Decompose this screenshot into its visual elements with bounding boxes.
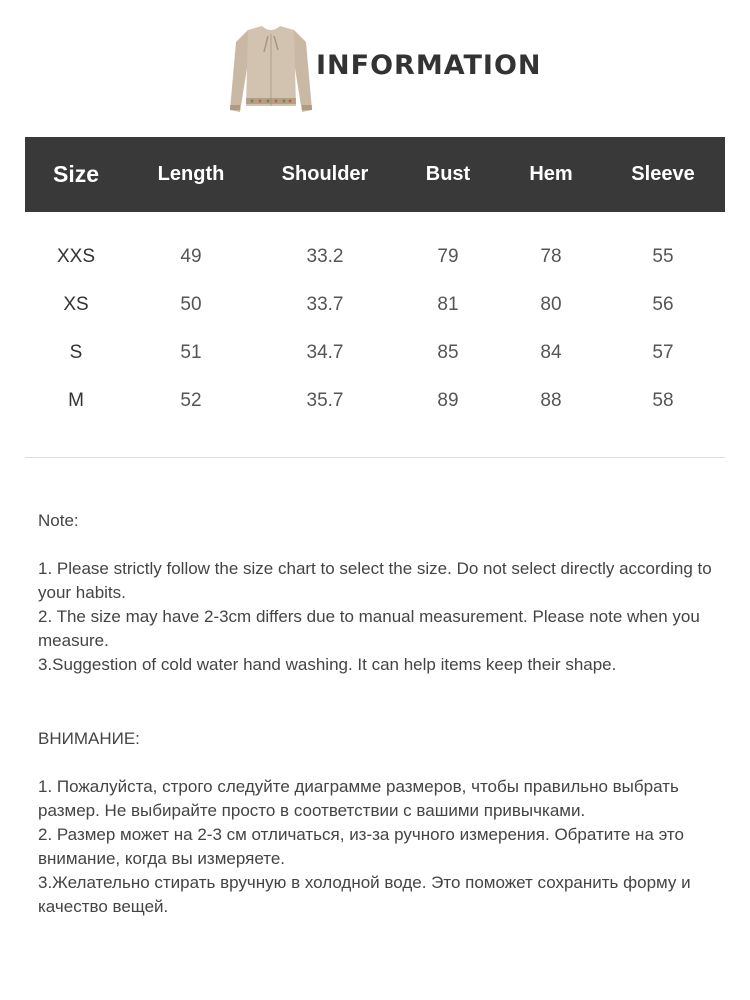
table-row (25, 329, 725, 377)
note-item: 3.Suggestion of cold water hand washing. It can help items keep their shape. (38, 655, 617, 674)
sleeve-cell: 57 (652, 342, 674, 363)
hem-cell: 78 (540, 246, 562, 267)
sleeve-cell: 58 (652, 390, 674, 411)
hem-cell: 80 (540, 294, 562, 315)
column-header-shoulder: Shoulder (281, 163, 369, 185)
size-cell: XS (63, 294, 89, 315)
shoulder-cell: 35.7 (306, 390, 344, 411)
hem-cell: 88 (540, 390, 562, 411)
note-item: 2. Размер может на 2-3 см отличаться, из-за ручного измерения. Обратите на это внимание, когда вы измеряете. (38, 825, 684, 868)
table-row (25, 377, 725, 425)
shoulder-cell: 34.7 (306, 342, 344, 363)
sleeve-cell: 55 (652, 246, 674, 267)
column-header-length: Length (157, 163, 225, 185)
column-header-bust: Bust (425, 163, 471, 185)
length-cell: 51 (180, 342, 202, 363)
bust-cell: 81 (437, 294, 459, 315)
length-cell: 50 (180, 294, 202, 315)
column-header-sleeve: Sleeve (631, 163, 695, 185)
size-cell: XXS (56, 246, 96, 267)
shoulder-cell: 33.7 (306, 294, 344, 315)
note-item: 1. Пожалуйста, строго следуйте диаграмме размеров, чтобы правильно выбрать размер. Не выбирайте просто в соответствии с вашими привычками. (38, 777, 679, 820)
note-item: 1. Please strictly follow the size chart to select the size. Do not select directly according to your habits. (38, 559, 712, 602)
size-cell: M (68, 390, 84, 411)
table-row (25, 233, 725, 281)
size-table-header (25, 137, 725, 212)
shoulder-cell: 33.2 (306, 246, 344, 267)
hem-cell: 84 (540, 342, 562, 363)
size-cell: S (69, 342, 83, 363)
notes-russian (38, 727, 718, 919)
length-cell: 52 (180, 390, 202, 411)
column-header-size: Size (52, 161, 100, 187)
notes-heading: ВНИМАНИЕ: (38, 729, 140, 748)
page-title: INFORMATION (316, 50, 542, 81)
header (0, 0, 750, 130)
note-item: 3.Желательно стирать вручную в холодной воде. Это поможет сохранить форму и качество вещей. (38, 873, 691, 916)
length-cell: 49 (180, 246, 202, 267)
notes-heading: Note: (38, 511, 79, 530)
column-header-hem: Hem (529, 163, 573, 185)
bust-cell: 89 (437, 390, 459, 411)
section-divider (25, 457, 725, 458)
notes-english (38, 509, 718, 677)
sleeve-cell: 56 (652, 294, 674, 315)
cardigan-product-image (226, 22, 316, 120)
bust-cell: 85 (437, 342, 459, 363)
table-row (25, 281, 725, 329)
bust-cell: 79 (437, 246, 459, 267)
note-item: 2. The size may have 2-3cm differs due to manual measurement. Please note when you measure. (38, 607, 700, 650)
